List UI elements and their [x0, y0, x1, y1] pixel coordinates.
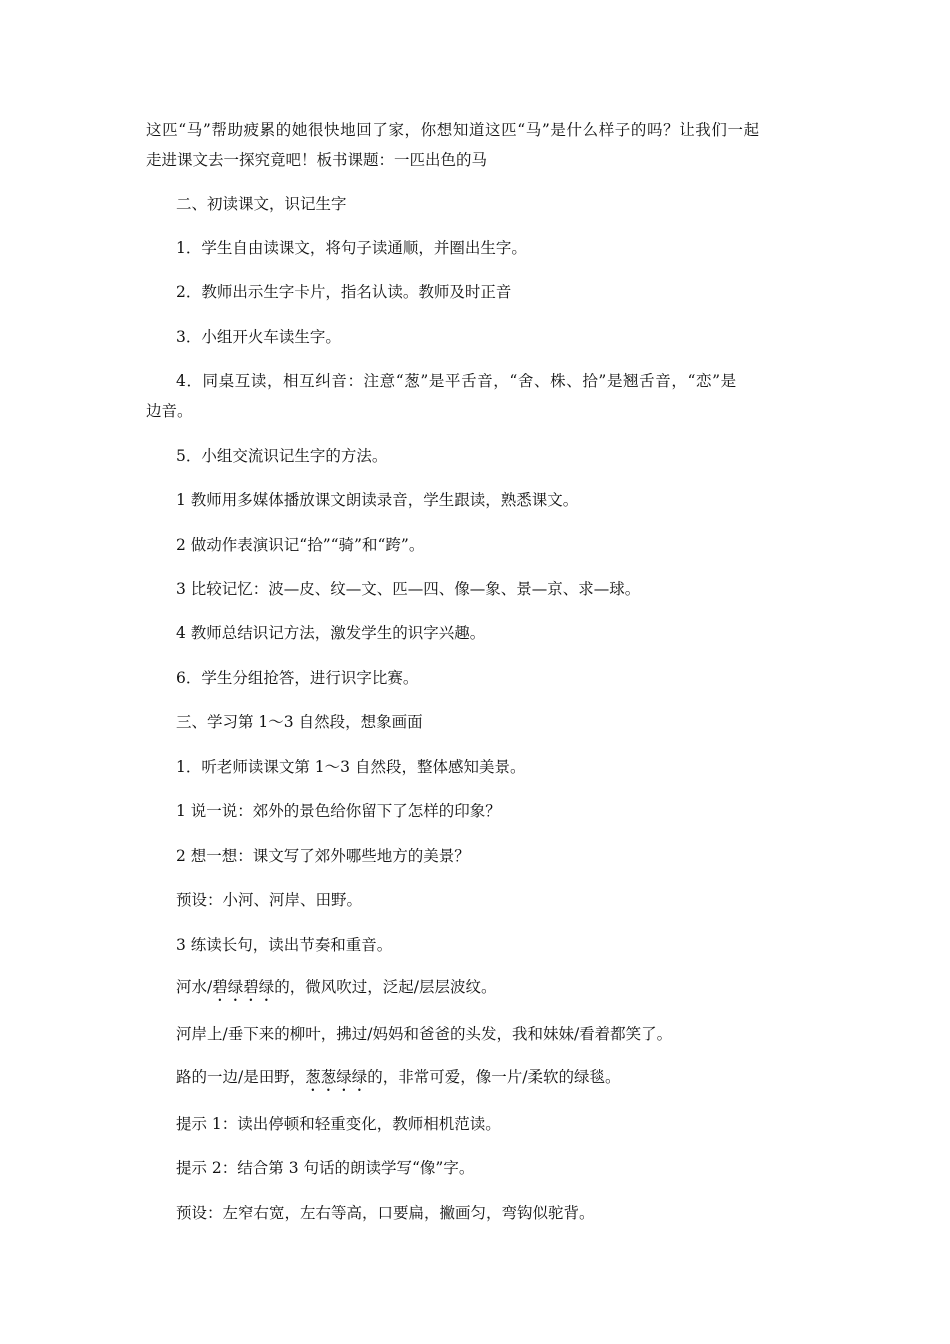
list-item: 4 教师总结识记方法，激发学生的识字兴趣。 [176, 624, 486, 642]
sentence-part: 的，非常可爱，像一片/柔软的绿毯。 [367, 1068, 621, 1086]
list-item: 预设：小河、河岸、田野。 [176, 891, 363, 909]
list-item: 1．学生自由读课文，将句子读通顺，并圈出生字。 [176, 239, 527, 257]
paragraph-line-2: 走进课文去一探究竟吧！板书课题：一匹出色的马 [146, 151, 488, 169]
list-item: 1 说一说：郊外的景色给你留下了怎样的印象？ [176, 802, 501, 820]
list-item: 3．小组开火车读生字。 [176, 328, 341, 346]
paragraph-line-1: 这匹“马”帮助疲累的她很快地回了家，你想知道这匹“马”是什么样子的吗？让我们一起 [146, 121, 760, 139]
list-item: 4．同桌互读，相互纠音：注意“葱”是平舌音，“舍、株、拾”是翘舌音，“恋”是 [176, 372, 737, 390]
list-item: 2．教师出示生字卡片，指名认读。教师及时正音 [176, 283, 512, 301]
list-item: 3 比较记忆：波—皮、纹—文、匹—四、像—象、景—京、求—球。 [176, 580, 641, 598]
practice-sentence-3 [176, 1067, 620, 1095]
list-item: 2 做动作表演识记“拾”“骑”和“跨”。 [176, 536, 425, 554]
sentence-part: 河水/ [176, 978, 213, 996]
tip-item: 提示 2：结合第 3 句话的朗读学写“像”字。 [176, 1159, 475, 1177]
tip-item: 提示 1：读出停顿和轻重变化，教师相机范读。 [176, 1115, 501, 1133]
list-item: 5．小组交流识记生字的方法。 [176, 447, 388, 465]
list-item-continuation: 边音。 [146, 402, 193, 420]
list-item: 6．学生分组抢答，进行识字比赛。 [176, 669, 419, 687]
list-item: 2 想一想：课文写了郊外哪些地方的美景？ [176, 847, 470, 865]
emphasis-dotted-text: 葱葱绿绿 [305, 1068, 368, 1086]
practice-sentence-2: 河岸上/垂下来的柳叶，拂过/妈妈和爸爸的头发，我和妹妹/看着都笑了。 [176, 1025, 673, 1043]
list-item: 1．听老师读课文第 1～3 自然段，整体感知美景。 [176, 758, 526, 776]
sentence-part: 的，微风吹过，泛起/层层波纹。 [274, 978, 497, 996]
list-item: 1 教师用多媒体播放课文朗读录音，学生跟读，熟悉课文。 [176, 491, 579, 509]
sentence-part: 路的一边/是田野， [176, 1068, 306, 1086]
emphasis-dotted-text: 碧绿碧绿 [212, 978, 275, 996]
practice-sentence-1 [176, 977, 496, 1005]
section-heading-3: 三、学习第 1～3 自然段，想象画面 [176, 713, 423, 731]
list-item: 3 练读长句，读出节奏和重音。 [176, 936, 393, 954]
tip-item: 预设：左窄右宽，左右等高，口要扁，撇画匀，弯钩似驼背。 [176, 1204, 595, 1222]
section-heading-2: 二、初读课文，识记生字 [176, 195, 347, 213]
